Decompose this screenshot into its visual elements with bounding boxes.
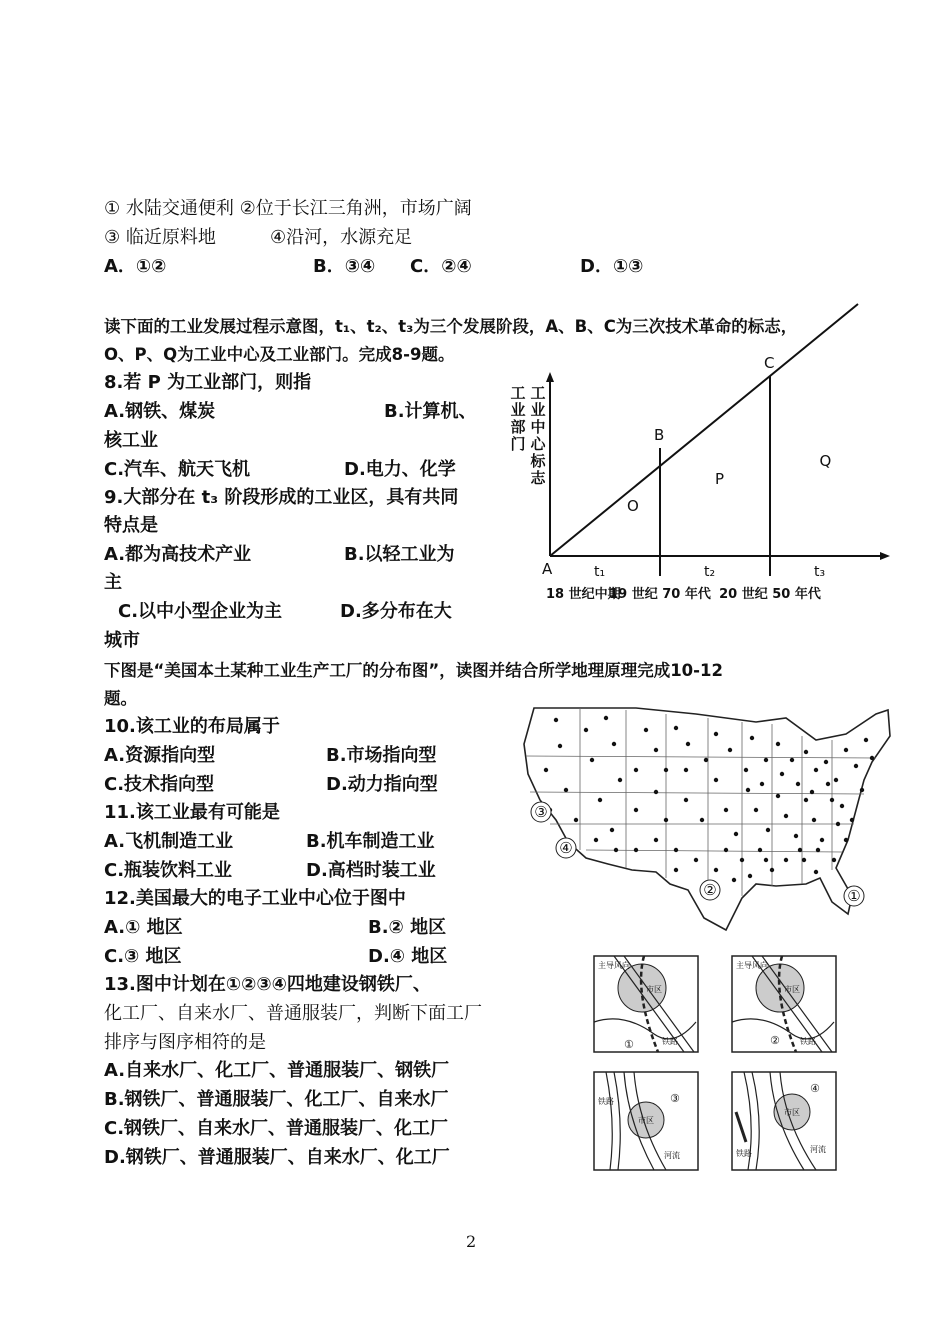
q7-option-3: ③ 临近原料地 [104, 227, 216, 248]
town-map-panel-3 [594, 1072, 698, 1170]
factory-dot [610, 828, 614, 832]
factory-dot [804, 750, 808, 754]
town-map-3-marker: ③ [670, 1092, 680, 1105]
us-factory-distribution-map [516, 700, 902, 940]
q8-choice-c: C.汽车、航天飞机 [104, 459, 251, 480]
chart-region-P: P [715, 470, 725, 488]
chart-point-label-C: C [764, 354, 775, 372]
factory-dot [810, 790, 814, 794]
factory-dot [728, 748, 732, 752]
factory-dot [654, 790, 658, 794]
q10-stem: 10.该工业的布局属于 [104, 716, 280, 737]
town-map-panel-4 [732, 1072, 836, 1170]
q9-choice-a: A.都为高技术产业 [104, 544, 252, 565]
factory-dot [794, 834, 798, 838]
factory-dot [674, 868, 678, 872]
town-map-3-city-label: 市区 [638, 1116, 654, 1125]
town-map-2-wind-label: 主导风向 [736, 961, 768, 970]
q13-choice-a: A.自来水厂、化工厂、普通服装厂、钢铁厂 [104, 1060, 450, 1081]
factory-dot [654, 748, 658, 752]
map-marker-2: ② [703, 881, 717, 899]
industrial-development-chart [500, 354, 900, 618]
q12-choice-c: C.③ 地区 [104, 946, 182, 967]
q7-option-line-1: ① 水陆交通便利 ②位于长江三角洲，市场广阔 [104, 198, 472, 219]
q13-choice-b: B.钢铁厂、普通服装厂、化工厂、自来水厂 [104, 1089, 449, 1110]
factory-dot [714, 732, 718, 736]
q12-stem: 12.美国最大的电子工业中心位于图中 [104, 888, 406, 909]
q7-choice-d: D．①③ [580, 256, 644, 277]
factory-dot [554, 718, 558, 722]
q11-choice-b: B.机车制造工业 [306, 831, 435, 852]
factory-dot [836, 822, 840, 826]
chart-region-O: O [627, 497, 639, 515]
factory-dot [844, 748, 848, 752]
chart-stage-3: t₃ [814, 564, 826, 580]
factory-dot [664, 818, 668, 822]
chart-stage-2: t₂ [704, 564, 716, 580]
factory-dot [564, 788, 568, 792]
factory-dot [790, 758, 794, 762]
chart-point-label-A: A [542, 560, 553, 578]
q13-stem-3: 排序与图序相符的是 [104, 1032, 266, 1053]
intro-10-12-line-2: 题。 [104, 689, 137, 708]
q12-choice-a: A.① 地区 [104, 917, 183, 938]
factory-dot [834, 778, 838, 782]
town-map-3-river-label: 河流 [664, 1151, 680, 1160]
q9-choice-b: B.以轻工业为 [344, 544, 455, 565]
factory-dot [544, 768, 548, 772]
factory-dot [840, 804, 844, 808]
chart-y-axis-arrow [546, 372, 554, 382]
factory-dot [744, 768, 748, 772]
q8-choice-b-continued: 核工业 [104, 430, 158, 451]
town-map-1-wind-label: 主导风向 [598, 961, 630, 970]
town-map-1-marker: ① [624, 1038, 634, 1051]
factory-dot [714, 868, 718, 872]
q9-choice-c: C.以中小型企业为主 [118, 601, 283, 622]
map-marker-4: ④ [559, 839, 573, 857]
factory-dot [574, 818, 578, 822]
factory-dot [604, 716, 608, 720]
factory-dot [780, 772, 784, 776]
factory-dot [764, 758, 768, 762]
factory-dot [854, 764, 858, 768]
page-number: 2 [466, 1232, 477, 1251]
q7-choice-c: C．②④ [410, 256, 472, 277]
factory-dot [816, 848, 820, 852]
factory-dot [750, 736, 754, 740]
factory-dot [704, 758, 708, 762]
factory-dot [824, 760, 828, 764]
factory-dot [734, 832, 738, 836]
map-marker-1: ① [847, 887, 861, 905]
chart-x-tick-1: 18 世纪中期 [546, 587, 621, 602]
chart-ylabel-right: 工业中心标志 [530, 384, 546, 487]
q11-choice-a: A.飞机制造工业 [104, 831, 234, 852]
q13-stem-2: 化工厂、自来水厂、普通服装厂，判断下面工厂 [104, 1003, 482, 1024]
factory-dot [760, 782, 764, 786]
factory-dot [746, 788, 750, 792]
factory-dot [748, 874, 752, 878]
factory-dot [830, 798, 834, 802]
factory-dot [796, 782, 800, 786]
factory-dot [826, 782, 830, 786]
factory-dot [832, 858, 836, 862]
q10-choice-a: A.资源指向型 [104, 745, 216, 766]
factory-dot [776, 742, 780, 746]
chart-stage-1: t₁ [594, 564, 606, 580]
factory-dot [674, 848, 678, 852]
town-map-3-rail-label: 铁路 [598, 1097, 614, 1106]
town-map-panel-1 [594, 956, 698, 1052]
factory-dot [634, 808, 638, 812]
factory-dot [770, 868, 774, 872]
factory-dot [804, 798, 808, 802]
factory-dot [612, 742, 616, 746]
q12-choice-b: B.② 地区 [368, 917, 447, 938]
q13-stem-1: 13.图中计划在①②③④四地建设钢铁厂、 [104, 974, 431, 995]
q10-choice-d: D.动力指向型 [326, 774, 438, 795]
factory-dot [700, 818, 704, 822]
factory-dot [714, 778, 718, 782]
factory-dot [684, 768, 688, 772]
factory-dot [618, 778, 622, 782]
map-marker-3: ③ [534, 803, 548, 821]
q7-choice-a: A．①② [104, 256, 167, 277]
factory-dot [864, 738, 868, 742]
town-layout-maps [584, 952, 894, 1174]
q8-choice-a: A.钢铁、煤炭 [104, 401, 216, 422]
q12-choice-d: D.④ 地区 [368, 946, 448, 967]
factory-dot [802, 858, 806, 862]
factory-dot [686, 742, 690, 746]
factory-dot [664, 768, 668, 772]
chart-x-axis-arrow [880, 552, 890, 560]
town-map-2-city-label: 市区 [784, 985, 800, 994]
q9-choice-d-continued: 城市 [104, 630, 140, 651]
factory-dot [820, 838, 824, 842]
factory-dot [784, 814, 788, 818]
q10-choice-b: B.市场指向型 [326, 745, 437, 766]
factory-dot [590, 758, 594, 762]
factory-dot [732, 878, 736, 882]
factory-dot [584, 728, 588, 732]
chart-x-tick-2: 19 世纪 70 年代 [609, 587, 711, 602]
factory-dot [814, 870, 818, 874]
town-map-1-city-label: 市区 [646, 985, 662, 994]
factory-dot [850, 818, 854, 822]
factory-dot [558, 744, 562, 748]
q9-choice-d: D.多分布在大 [340, 601, 452, 622]
factory-dot [598, 798, 602, 802]
q10-choice-c: C.技术指向型 [104, 774, 215, 795]
factory-dot [776, 794, 780, 798]
town-map-4-river-label: 河流 [810, 1145, 826, 1154]
factory-dot [634, 848, 638, 852]
factory-dot [814, 768, 818, 772]
q13-choice-d: D.钢铁厂、普通服装厂、自来水厂、化工厂 [104, 1147, 450, 1168]
factory-dot [694, 858, 698, 862]
q8-choice-d: D.电力、化学 [344, 459, 456, 480]
town-map-4-rail-label: 铁路 [736, 1149, 752, 1158]
town-map-panel-2 [732, 956, 836, 1052]
chart-trend-line [550, 304, 858, 556]
intro-8-9-line-1: 读下面的工业发展过程示意图，t₁、t₂、t₃为三个发展阶段，A、B、C为三次技术革命的标志， [104, 317, 798, 336]
factory-dot [740, 858, 744, 862]
q8-choice-b: B.计算机、 [384, 401, 477, 422]
factory-dot [764, 858, 768, 862]
q7-choice-b: B．③④ [313, 256, 376, 277]
factory-dot [758, 848, 762, 852]
q11-choice-c: C.瓶装饮料工业 [104, 860, 233, 881]
q11-stem: 11.该工业最有可能是 [104, 802, 280, 823]
q13-choice-c: C.钢铁厂、自来水厂、普通服装厂、化工厂 [104, 1118, 449, 1139]
intro-8-9-line-2: O、P、Q为工业中心及工业部门。完成8-9题。 [104, 345, 455, 364]
factory-dot [784, 858, 788, 862]
factory-dot [844, 838, 848, 842]
q9-choice-b-continued: 主 [104, 572, 122, 593]
town-map-1-rail-label: 铁路 [662, 1037, 678, 1046]
factory-dot [754, 808, 758, 812]
town-map-4-city-label: 市区 [784, 1108, 800, 1117]
factory-dot [798, 848, 802, 852]
chart-x-tick-3: 20 世纪 50 年代 [719, 587, 821, 602]
q8-stem: 8.若 P 为工业部门，则指 [104, 372, 312, 393]
town-map-2-rail-label: 铁路 [800, 1037, 816, 1046]
town-map-2-marker: ② [770, 1034, 780, 1047]
factory-dot [812, 818, 816, 822]
chart-point-label-B: B [654, 426, 665, 444]
factory-dot [860, 788, 864, 792]
intro-10-12-line-1: 下图是“美国本土某种工业生产工厂的分布图”，读图并结合所学地理原理完成10-12 [104, 661, 723, 680]
factory-dot [724, 808, 728, 812]
factory-dot [724, 848, 728, 852]
factory-dot [870, 756, 874, 760]
chart-region-Q: Q [819, 452, 832, 470]
chart-ylabel-left: 工业部门 [510, 384, 526, 453]
factory-dot [614, 848, 618, 852]
factory-dot [766, 828, 770, 832]
factory-dot [684, 798, 688, 802]
factory-dot [674, 726, 678, 730]
factory-dot [634, 768, 638, 772]
factory-dot [644, 728, 648, 732]
town-map-4-marker: ④ [810, 1082, 820, 1095]
q11-choice-d: D.高档时装工业 [306, 860, 436, 881]
q7-option-4: ④沿河，水源充足 [270, 227, 413, 248]
factory-dot [594, 838, 598, 842]
q9-stem-2: 特点是 [104, 515, 158, 536]
q9-stem-1: 9.大部分在 t₃ 阶段形成的工业区，具有共同 [104, 487, 459, 508]
factory-dot [654, 838, 658, 842]
